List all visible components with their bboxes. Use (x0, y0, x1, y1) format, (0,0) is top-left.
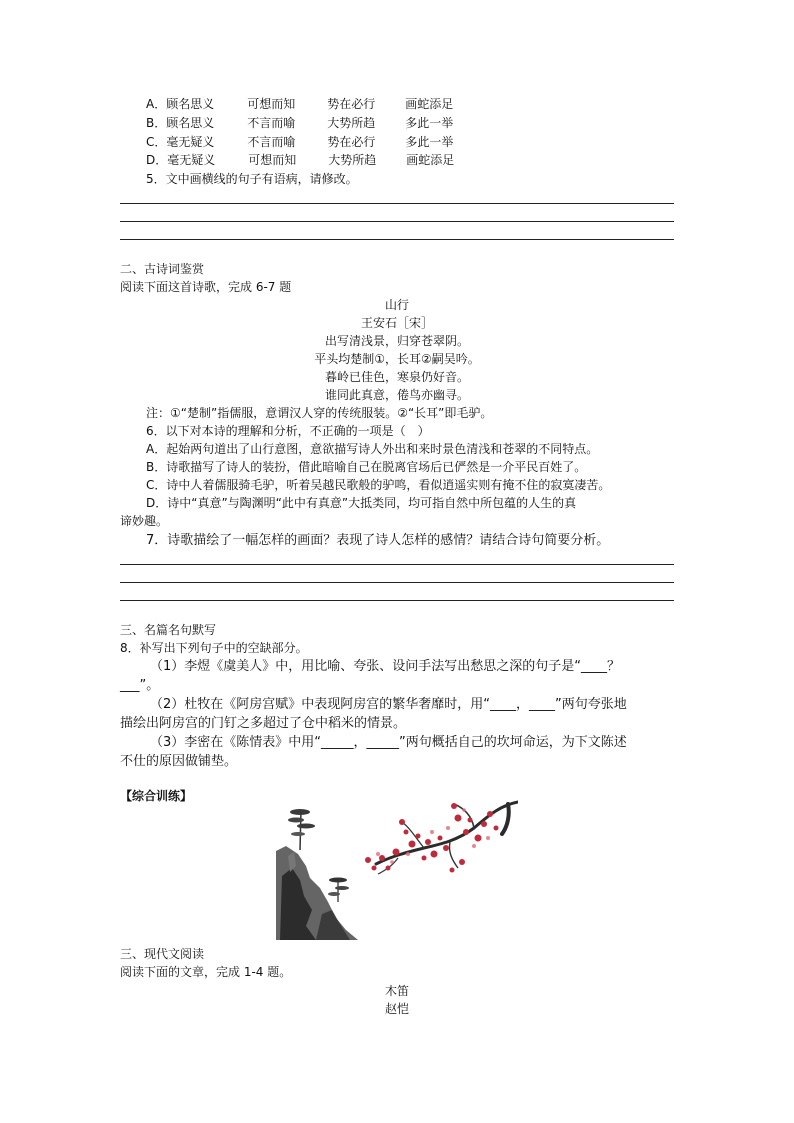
poem-line: 出写清浅景，归穿苍翠阴。 (324, 334, 469, 348)
question-6-option-b: B．诗歌描写了诗人的装扮，借此暗喻自己在脱离官场后已俨然是一介平民百姓了。 (146, 460, 587, 474)
training-heading: 【综合训练】 (120, 789, 193, 803)
poem-title: 山行 (384, 298, 409, 312)
answer-line (120, 239, 674, 240)
ink-mountain-illustration (276, 806, 358, 940)
section-heading-poetry: 二、古诗词鉴赏 (120, 262, 205, 276)
answer-line (120, 582, 674, 583)
answer-line (120, 600, 674, 601)
section-intro: 阅读下面的文章，完成 1-4 题。 (120, 965, 292, 979)
option-c: C．毫无疑义 不言而喻 势在必行 多此一举 (146, 135, 454, 149)
question-5: 5．文中画横线的句子有语病，请修改。 (146, 172, 358, 186)
question-7: 7．诗歌描绘了一幅怎样的画面？表现了诗人怎样的感情？请结合诗句简要分析。 (146, 533, 610, 548)
section-heading-recitation: 三、名篇名句默写 (120, 623, 217, 637)
question-6-option-d-cont: 谛妙趣。 (120, 514, 169, 528)
answer-line (120, 564, 674, 565)
article-author: 赵恺 (384, 1002, 409, 1016)
option-d: D．毫无疑义 可想而知 大势所趋 画蛇添足 (146, 153, 455, 167)
fill-item-3: （3）李密在《陈情表》中用“_____，_____”两句概括自己的坎坷命运，为下文陈述 (150, 735, 627, 750)
poem-line: 平头均楚制①，长耳②嗣吴吟。 (314, 352, 480, 366)
question-6-option-c: C．诗中人着儒服骑毛驴，听着吴越民歌般的驴鸣，看似逍遥实则有掩不住的寂寞凄苦。 (146, 478, 611, 492)
plum-blossom-illustration (358, 798, 518, 876)
fill-item-1-cont: ___”。 (120, 678, 160, 693)
fill-item-2-cont: 描绘出阿房宫的门钉之多超过了仓中稻米的情景。 (120, 716, 407, 731)
question-8: 8．补写出下列句子中的空缺部分。 (120, 641, 308, 655)
answer-line (120, 203, 674, 204)
question-6: 6．以下对本诗的理解和分析，不正确的一项是（ ） (146, 424, 430, 438)
article-title: 木笛 (384, 984, 409, 998)
poem-author: 王安石［宋］ (360, 316, 433, 330)
poem-note: 注：①“楚制”指儒服，意谓汉人穿的传统服装。②“长耳”即毛驴。 (146, 406, 493, 420)
option-b: B．顾名思义 不言而喻 大势所趋 多此一举 (146, 116, 454, 130)
answer-line (120, 221, 674, 222)
section-intro: 阅读下面这首诗歌，完成 6-7 题 (120, 280, 292, 294)
question-6-option-a: A．起始两句道出了山行意图，意欲描写诗人外出和来时景色清浅和苍翠的不同特点。 (146, 442, 599, 456)
poem-line: 谁同此真意，倦鸟亦幽寻。 (324, 388, 469, 402)
fill-item-3-cont: 不仕的原因做铺垫。 (120, 754, 238, 769)
option-a: A．顾名思义 可想而知 势在必行 画蛇添足 (146, 97, 454, 111)
poem-line: 暮岭已佳色，寒泉仍好音。 (324, 370, 469, 384)
question-6-option-d: D．诗中“真意”与陶渊明“此中有真意”大抵类同，均可指自然中所包蕴的人生的真 (146, 496, 577, 510)
fill-item-2: （2）杜牧在《阿房宫赋》中表现阿房宫的繁华奢靡时，用“____，____”两句夸张地 (150, 697, 627, 712)
section-heading-modern-reading: 三、现代文阅读 (120, 947, 205, 961)
fill-item-1: （1）李煜《虞美人》中，用比喻、夸张、设问手法写出愁思之深的句子是“____？ (150, 659, 621, 674)
